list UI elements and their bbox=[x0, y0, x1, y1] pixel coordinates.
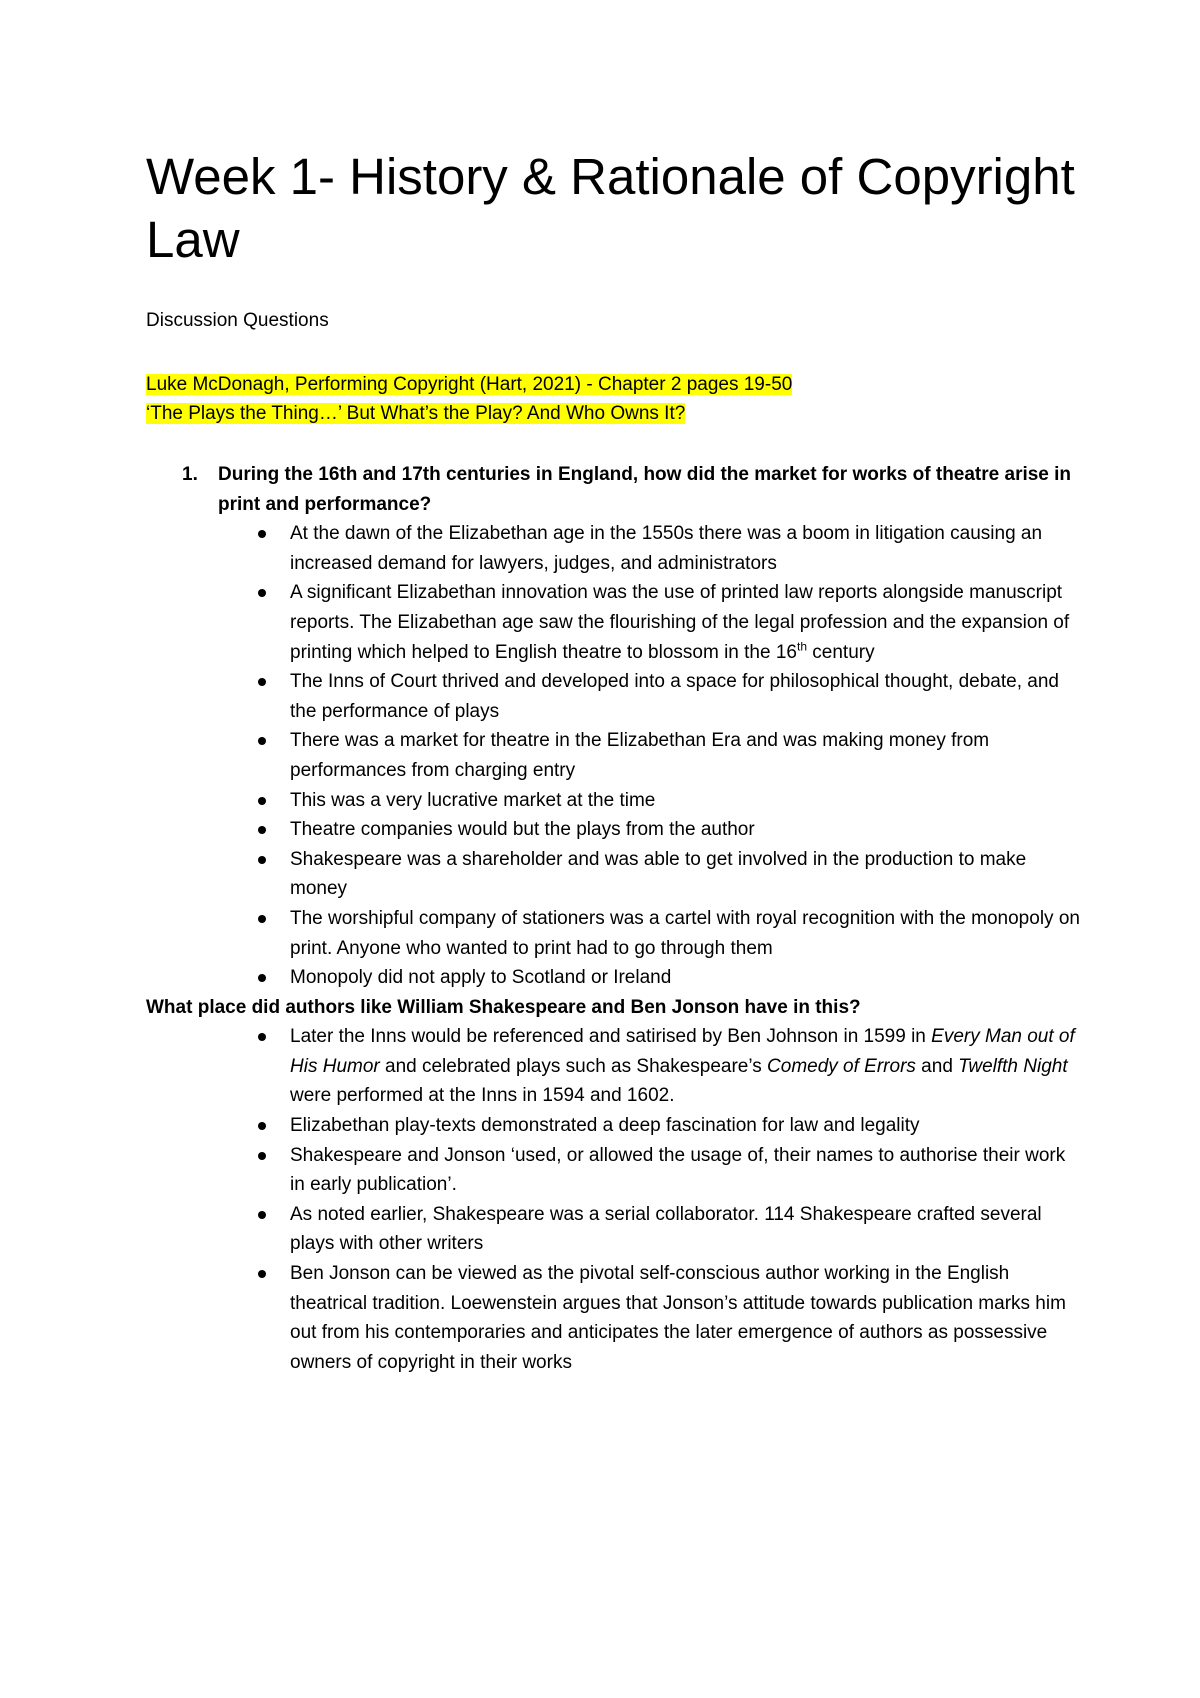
discussion-content bbox=[146, 460, 1146, 1377]
bullet-icon bbox=[258, 856, 266, 864]
bullet-icon bbox=[258, 1270, 266, 1278]
list-item: The Inns of Court thrived and developed into a space for philosophical thought, debate, and the performance of plays bbox=[254, 667, 1080, 726]
list-item: A significant Elizabethan innovation was the use of printed law reports alongside manuscript reports. The Elizabethan age saw the flourishing of the legal profession and the expansion of printing which helped to English theatre to blossom in the 16th century bbox=[254, 578, 1080, 667]
bullet-icon bbox=[258, 826, 266, 834]
bullet-icon bbox=[258, 678, 266, 686]
list-item: This was a very lucrative market at the time bbox=[254, 786, 1080, 816]
bullet-icon bbox=[258, 797, 266, 805]
bullet-icon bbox=[258, 1211, 266, 1219]
list-item: The worshipful company of stationers was a cartel with royal recognition with the monopoly on print. Anyone who wanted to print had to go through them bbox=[254, 904, 1080, 963]
list-item: Shakespeare and Jonson ‘used, or allowed the usage of, their names to authorise their work in early publication’. bbox=[254, 1141, 1080, 1200]
bullet-icon bbox=[258, 1152, 266, 1160]
bullet-icon bbox=[258, 974, 266, 982]
reading-line-1: Luke McDonagh, Performing Copyright (Hart, 2021) - Chapter 2 pages 19-50 bbox=[146, 374, 793, 395]
bullet-icon bbox=[258, 530, 266, 538]
question-2-answers bbox=[146, 1022, 1146, 1377]
list-item: Theatre companies would but the plays from the author bbox=[254, 815, 1080, 845]
subheading: Discussion Questions bbox=[146, 310, 329, 331]
bullet-icon bbox=[258, 915, 266, 923]
list-item: There was a market for theatre in the Elizabethan Era and was making money from performances from charging entry bbox=[254, 726, 1080, 785]
bullet-icon bbox=[258, 589, 266, 597]
reading-line-2: ‘The Plays the Thing…’ But What’s the Play? And Who Owns It? bbox=[146, 403, 686, 424]
question-1-number: 1. bbox=[182, 464, 198, 485]
reading-reference bbox=[146, 370, 792, 428]
list-item: As noted earlier, Shakespeare was a serial collaborator. 114 Shakespeare crafted several plays with other writers bbox=[254, 1200, 1080, 1259]
question-1-text: During the 16th and 17th centuries in England, how did the market for works of theatre arise in print and performance? bbox=[218, 464, 1072, 515]
list-item: Monopoly did not apply to Scotland or Ireland bbox=[254, 963, 1080, 993]
list-item: Elizabethan play-texts demonstrated a deep fascination for law and legality bbox=[254, 1111, 1080, 1141]
bullet-icon bbox=[258, 737, 266, 745]
question-1 bbox=[146, 460, 1146, 519]
bullet-icon bbox=[258, 1033, 266, 1041]
page-title: Week 1- History & Rationale of Copyright Law bbox=[146, 148, 1075, 268]
question-1-answers bbox=[146, 519, 1146, 993]
list-item: Later the Inns would be referenced and satirised by Ben Johnson in 1599 in Every Man out of His Humor and celebrated plays such as Shakespeare’s Comedy of Errors and Twelfth Night were performed at the Inns in 1594 and 1602. bbox=[254, 1022, 1080, 1111]
question-2-text: What place did authors like William Shakespeare and Ben Jonson have in this? bbox=[146, 996, 861, 1018]
list-item: Shakespeare was a shareholder and was able to get involved in the production to make money bbox=[254, 845, 1080, 904]
list-item: At the dawn of the Elizabethan age in the 1550s there was a boom in litigation causing an increased demand for lawyers, judges, and administrators bbox=[254, 519, 1080, 578]
list-item: Ben Jonson can be viewed as the pivotal self-conscious author working in the English theatrical tradition. Loewenstein argues that Jonson’s attitude towards publication marks him out from his contemporaries and anticipates the later emergence of authors as possessive owners of copyright in their works bbox=[254, 1259, 1080, 1377]
bullet-icon bbox=[258, 1122, 266, 1130]
